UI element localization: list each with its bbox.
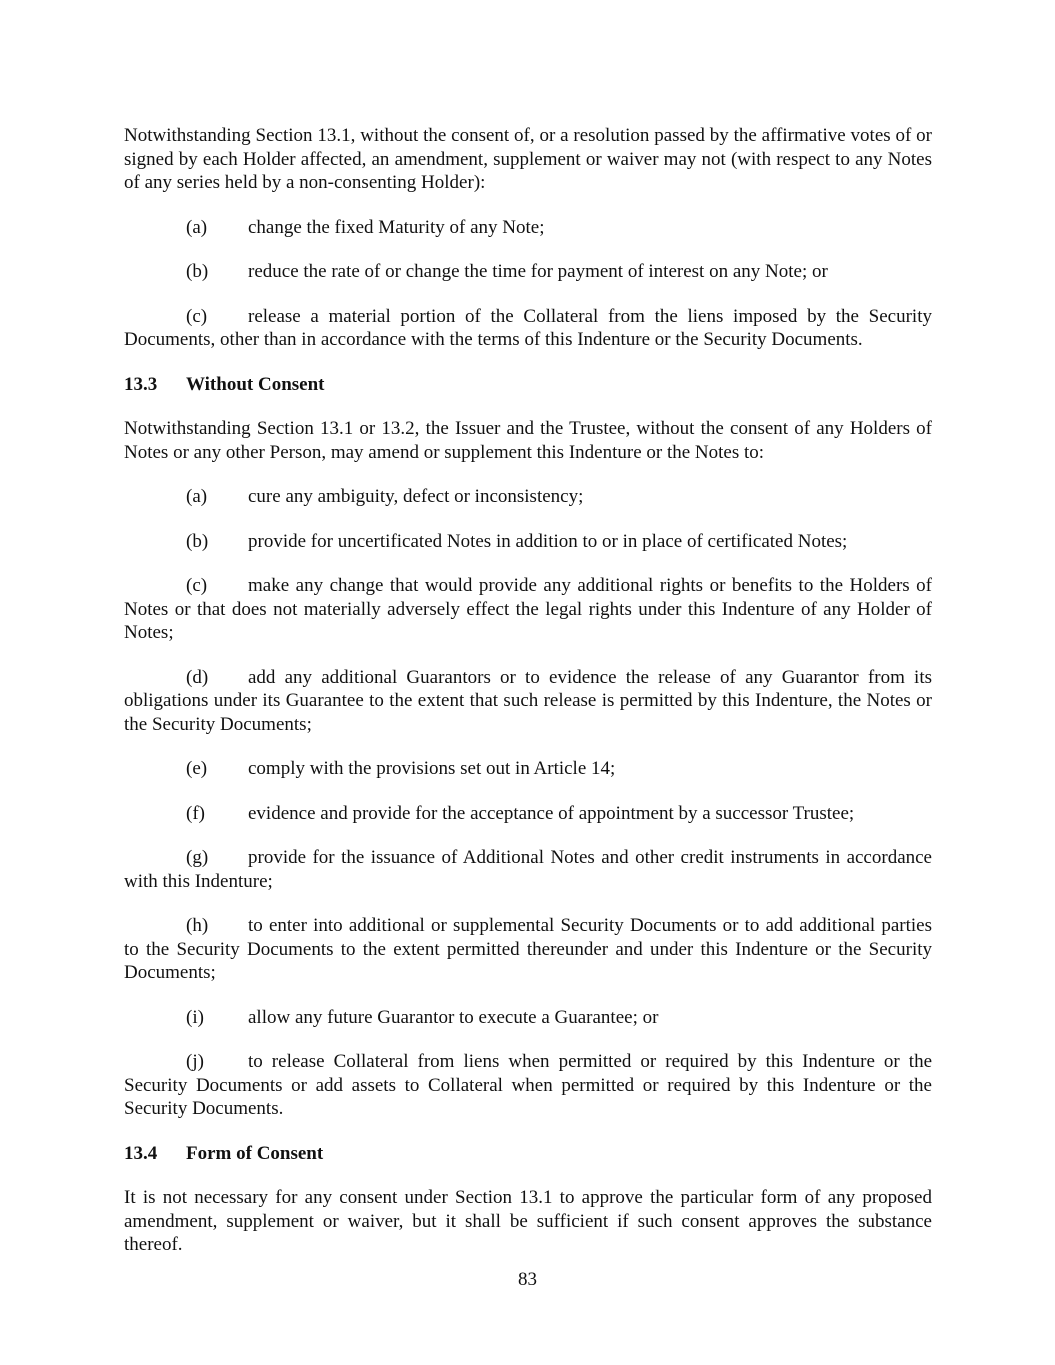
amendment-item-d — [124, 666, 932, 737]
section-number: 13.4 — [124, 1142, 158, 1164]
section-title: Form of Consent — [186, 1142, 324, 1164]
intro-paragraph: Notwithstanding Section 13.1, without the consent of, or a resolution passed by the affirmative votes of or signed by each Holder affected, an amendment, supplement or waiver may not (with respect to any Notes of any series held by a non-consenting Holder): — [124, 125, 932, 193]
item-label: (j) — [186, 1051, 204, 1072]
item-text: provide for the issuance of Additional Notes and other credit instruments in accordance with this Indenture; — [124, 847, 932, 892]
item-text: release a material portion of the Collateral from the liens imposed by the Security Documents, other than in accordance with the terms of this Indenture or the Security Documents. — [124, 305, 932, 350]
amendment-item-j — [124, 1050, 932, 1121]
section-13-4-body: It is not necessary for any consent under Section 13.1 to approve the particular form of any proposed amendment, supplement or waiver, but it shall be sufficient if such consent approves the substance thereof. — [124, 1187, 932, 1255]
section-heading-13-3 — [124, 373, 932, 397]
item-label: (a) — [186, 216, 208, 238]
restriction-item-b — [124, 260, 932, 284]
restriction-item-c — [124, 305, 932, 352]
item-text: allow any future Guarantor to execute a Guarantee; or — [248, 1006, 659, 1028]
restriction-item-a — [124, 216, 932, 240]
item-label: (a) — [186, 486, 208, 507]
item-text: comply with the provisions set out in Article 14; — [248, 758, 616, 779]
item-label: (f) — [186, 802, 205, 824]
amendment-item-f — [124, 802, 932, 826]
item-text: reduce the rate of or change the time for payment of interest on any Note; or — [248, 261, 828, 282]
amendment-item-e — [124, 757, 932, 781]
section-title: Without Consent — [186, 373, 325, 395]
document-page — [124, 124, 932, 1257]
item-text: make any change that would provide any additional rights or benefits to the Holders of Notes or that does not materially adversely effect the legal rights under this Indenture of any Holder of Notes; — [124, 575, 932, 643]
item-text: to enter into additional or supplemental Security Documents or to add additional parties to the Security Documents to the extent permitted thereunder and under this Indenture or the Security Documents; — [124, 915, 932, 983]
amendment-item-c — [124, 574, 932, 645]
item-label: (i) — [186, 1006, 204, 1028]
amendment-item-g — [124, 846, 932, 893]
section-number: 13.3 — [124, 373, 158, 395]
item-text: change the fixed Maturity of any Note; — [248, 216, 545, 238]
item-label: (h) — [186, 915, 209, 936]
section-heading-13-4 — [124, 1142, 932, 1166]
item-label: (d) — [186, 666, 209, 688]
section-13-3-intro: Notwithstanding Section 13.1 or 13.2, the Issuer and the Trustee, without the consent of any Holders of Notes or any other Person, may amend or supplement this Indenture or the Notes to: — [124, 418, 932, 463]
amendment-item-h — [124, 914, 932, 985]
amendment-item-a — [124, 485, 932, 509]
item-label: (b) — [186, 261, 209, 282]
item-label: (b) — [186, 530, 209, 552]
item-text: to release Collateral from liens when permitted or required by this Indenture or the Security Documents or add assets to Collateral when permitted or required by this Indenture or the Security Documents. — [124, 1051, 932, 1119]
item-text: add any additional Guarantors or to evidence the release of any Guarantor from its obligations under its Guarantee to the extent that such release is permitted by this Indenture, the Notes or the Security Documents; — [124, 666, 932, 735]
amendment-item-i — [124, 1006, 932, 1030]
item-text: evidence and provide for the acceptance of appointment by a successor Trustee; — [248, 802, 855, 824]
item-label: (e) — [186, 758, 208, 779]
item-label: (c) — [186, 575, 208, 596]
item-label: (g) — [186, 847, 209, 868]
item-label: (c) — [186, 305, 208, 327]
item-text: cure any ambiguity, defect or inconsistency; — [248, 486, 584, 507]
page-number: 83 — [518, 1269, 537, 1290]
amendment-item-b — [124, 530, 932, 554]
item-text: provide for uncertificated Notes in addition to or in place of certificated Notes; — [248, 530, 848, 552]
